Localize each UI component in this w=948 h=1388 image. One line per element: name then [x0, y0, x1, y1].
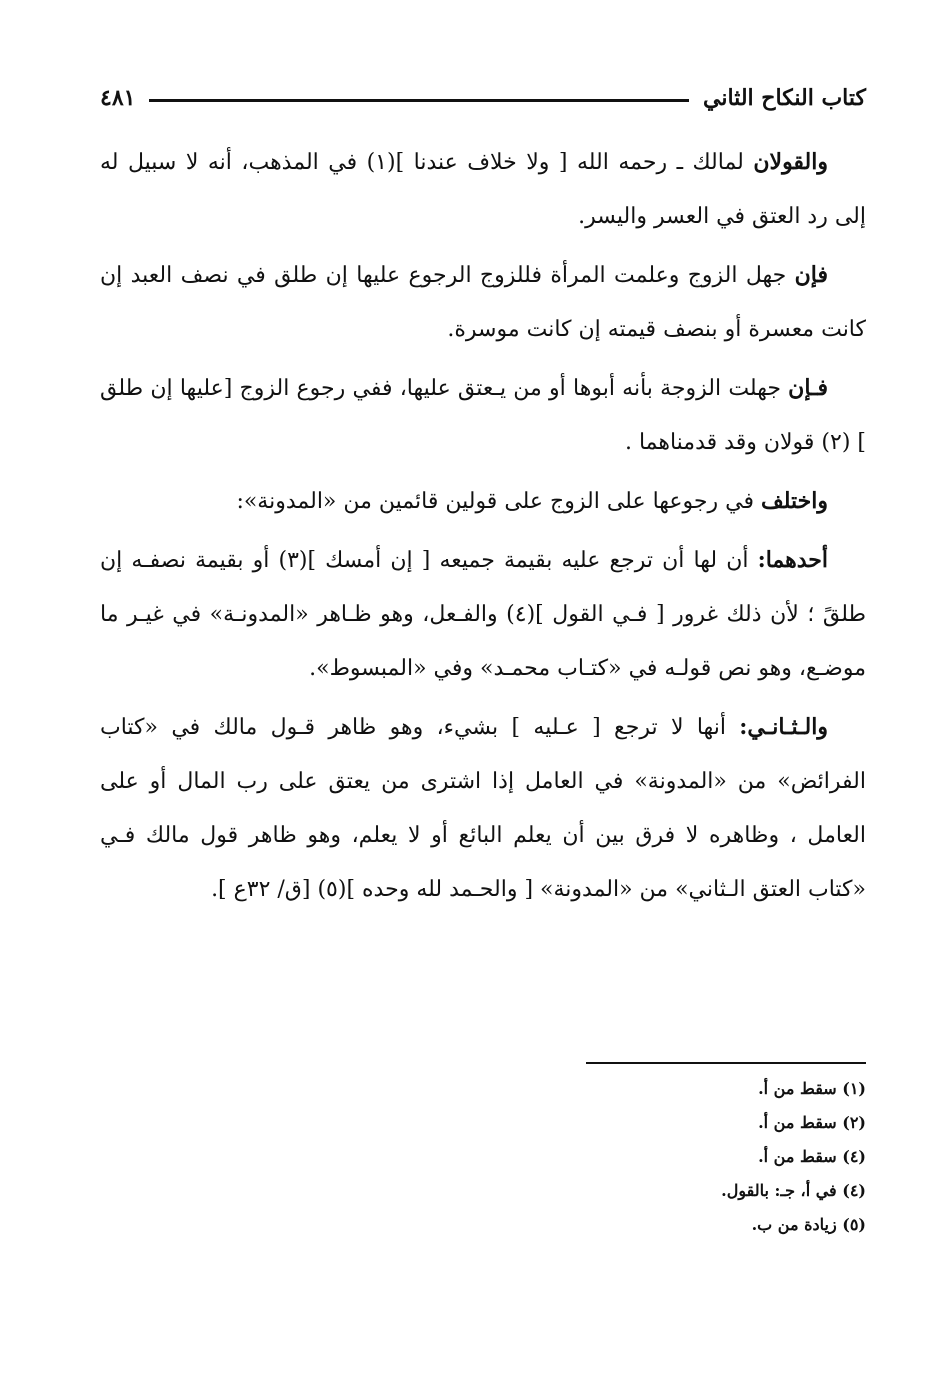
footnote: (٤) في أ، جـ: بالقول. — [721, 1181, 866, 1200]
paragraph-lead: أحدهما: — [757, 547, 828, 573]
paragraph — [100, 533, 866, 696]
paragraph — [100, 135, 866, 244]
header-rule — [149, 99, 689, 102]
footnote: (٤) سقط من أ. — [758, 1147, 866, 1166]
page-number: ٤٨١ — [100, 85, 136, 111]
footnotes — [500, 1072, 866, 1242]
paragraph-text: في رجوعها على الزوج على قولين قائمين من «المدونة»: — [236, 489, 761, 514]
paragraph — [100, 361, 866, 470]
footnote: (٥) زيادة من ب. — [751, 1215, 866, 1234]
footnote-rule — [586, 1062, 866, 1064]
paragraph-text: أن لها أن ترجع عليه بقيمة جميعه [ إن أمسك ](٣) أو بقيمة نصفـه إن طلقً ؛ لأن ذلك غرور [ فـي القول ](٤) والفـعل، وهو ظـاهر «المدونـة» في غيـر ما موضـع، وهو نص قولـه في «كتـاب محمـد» وفي «المبسوط». — [100, 548, 866, 681]
footnote: (٢) سقط من أ. — [758, 1113, 866, 1132]
paragraph — [100, 700, 866, 917]
paragraph-lead: والـثـانـي: — [739, 714, 828, 740]
footnote: (١) سقط من أ. — [758, 1079, 866, 1098]
paragraph-lead: والقولان — [753, 149, 828, 175]
paragraph — [100, 474, 866, 529]
main-text — [100, 135, 866, 921]
paragraph — [100, 248, 866, 357]
paragraph-lead: فإن — [794, 262, 828, 288]
paragraph-lead: فـإن — [788, 375, 828, 401]
paragraph-lead: واختلف — [760, 488, 828, 514]
paragraph-text: جهلت الزوجة بأنه أبوها أو من يـعتق عليها، ففي رجوع الزوج [عليها إن طلق ] (٢) قولان وقد قدمناهما . — [100, 376, 866, 455]
paragraph-text: لمالك ـ رحمه الله [ ولا خلاف عندنا ](١) في المذهب، أنه لا سبيل له إلى رد العتق في العسر واليسر. — [100, 150, 866, 229]
paragraph-text: أنها لا ترجع [ عـليه ] بشيء، وهو ظاهر قـول مالك في «كتاب الفرائض» من «المدونة» في العامل إذا اشترى من يعتق على رب المال أو على العامل ، وظاهره لا فرق بين أن يعلم البائع أو لا يعلم، وهو ظاهر قول مالك فـي «كتاب العتق الـثاني» من «المدونة» [ والحـمد لله وحده ](٥) [ق/ ٣٢ع ]. — [100, 715, 866, 902]
chapter-title: كتاب النكاح الثاني — [703, 85, 866, 111]
running-header — [100, 78, 866, 118]
paragraph-text: جهل الزوج وعلمت المرأة فللزوج الرجوع عليها إن طلق في نصف العبد إن كانت معسرة أو بنصف قيمته إن كانت موسرة. — [100, 263, 866, 342]
